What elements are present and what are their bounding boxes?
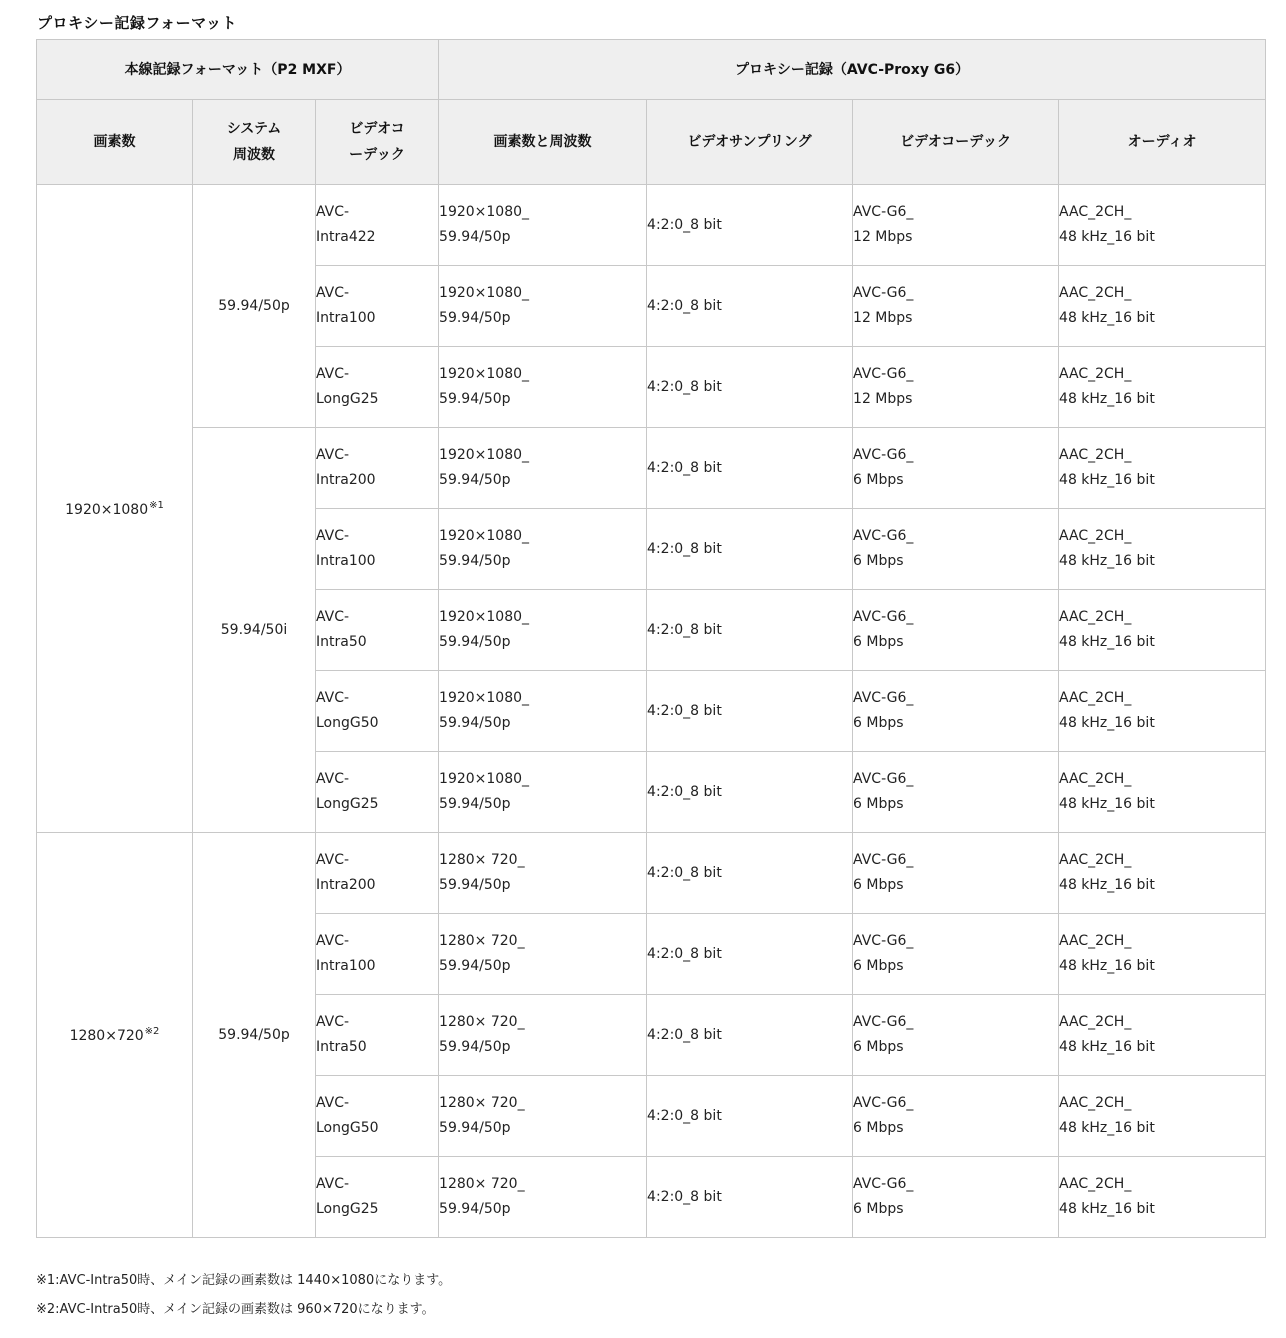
footnote-mark: ※2 [144,1026,160,1037]
video-codec-line2: LongG50 [316,1120,379,1136]
header-system-line2: 周波数 [233,147,275,163]
video-codec-line1: AVC- [316,447,350,463]
audio-line2: 48 kHz_16 bit [1059,958,1155,974]
pixels-frequency-line2: 59.94/50p [439,391,511,407]
pixel-count-value: 1280×720 [69,1028,144,1044]
audio-line1: AAC_2CH_ [1059,690,1132,706]
video-codec-line2: LongG25 [316,1201,379,1217]
video-sampling-cell: 4:2:0_8 bit [647,914,853,995]
header-video-sampling: ビデオサンプリング [647,100,853,185]
video-sampling-cell: 4:2:0_8 bit [647,1076,853,1157]
audio-line1: AAC_2CH_ [1059,204,1132,220]
proxy-codec-line1: AVC-G6_ [853,204,914,220]
video-codec-line1: AVC- [316,933,350,949]
video-codec-cell [316,590,439,671]
audio-cell [1059,995,1266,1076]
system-frequency-cell: 59.94/50p [193,833,316,1238]
header-codec-line2: ーデック [349,147,405,163]
pixels-frequency-line2: 59.94/50p [439,229,511,245]
pixels-frequency-line1: 1920×1080_ [439,528,530,544]
audio-cell [1059,1076,1266,1157]
video-sampling-cell: 4:2:0_8 bit [647,266,853,347]
video-codec-line2: Intra200 [316,472,376,488]
proxy-codec-cell [853,752,1059,833]
proxy-codec-cell [853,347,1059,428]
video-sampling-cell: 4:2:0_8 bit [647,833,853,914]
video-codec-line2: LongG25 [316,796,379,812]
header-group-row [37,40,1266,100]
header-system-line1: システム [226,121,282,137]
video-sampling-cell: 4:2:0_8 bit [647,509,853,590]
video-codec-cell [316,185,439,266]
audio-cell [1059,914,1266,995]
pixels-frequency-line1: 1920×1080_ [439,447,530,463]
video-sampling-cell: 4:2:0_8 bit [647,185,853,266]
audio-cell [1059,266,1266,347]
proxy-codec-line2: 12 Mbps [853,229,913,245]
pixels-frequency-cell [439,914,647,995]
audio-line1: AAC_2CH_ [1059,285,1132,301]
proxy-codec-line1: AVC-G6_ [853,1014,914,1030]
pixels-frequency-cell [439,590,647,671]
pixels-frequency-line2: 59.94/50p [439,553,511,569]
video-codec-cell [316,671,439,752]
proxy-codec-cell [853,185,1059,266]
proxy-codec-line1: AVC-G6_ [853,366,914,382]
pixels-frequency-line2: 59.94/50p [439,1039,511,1055]
video-sampling-cell: 4:2:0_8 bit [647,428,853,509]
proxy-codec-line1: AVC-G6_ [853,609,914,625]
video-codec-line1: AVC- [316,1176,350,1192]
video-sampling-cell: 4:2:0_8 bit [647,590,853,671]
proxy-codec-cell [853,1076,1059,1157]
proxy-codec-cell [853,995,1059,1076]
video-codec-line2: Intra100 [316,958,376,974]
audio-cell [1059,671,1266,752]
video-codec-cell [316,833,439,914]
video-sampling-cell: 4:2:0_8 bit [647,1157,853,1238]
audio-line1: AAC_2CH_ [1059,447,1132,463]
header-codec-line1: ビデオコ [349,121,405,137]
audio-line2: 48 kHz_16 bit [1059,715,1155,731]
video-sampling-cell: 4:2:0_8 bit [647,671,853,752]
proxy-codec-line2: 12 Mbps [853,310,913,326]
audio-cell [1059,509,1266,590]
proxy-codec-cell [853,266,1059,347]
audio-line1: AAC_2CH_ [1059,528,1132,544]
proxy-codec-line1: AVC-G6_ [853,771,914,787]
video-codec-line2: Intra422 [316,229,376,245]
video-codec-line2: Intra50 [316,634,367,650]
proxy-codec-line2: 6 Mbps [853,1120,904,1136]
pixels-frequency-line2: 59.94/50p [439,472,511,488]
proxy-codec-line1: AVC-G6_ [853,1095,914,1111]
audio-line2: 48 kHz_16 bit [1059,1120,1155,1136]
proxy-codec-line1: AVC-G6_ [853,528,914,544]
video-codec-cell [316,1157,439,1238]
video-codec-cell [316,509,439,590]
proxy-codec-line1: AVC-G6_ [853,852,914,868]
pixels-frequency-line2: 59.94/50p [439,634,511,650]
pixels-frequency-line1: 1920×1080_ [439,609,530,625]
proxy-codec-line1: AVC-G6_ [853,933,914,949]
pixels-frequency-cell [439,428,647,509]
pixels-frequency-line2: 59.94/50p [439,1201,511,1217]
table-row [37,428,1266,509]
footnote-mark: ※1 [149,499,164,511]
audio-line2: 48 kHz_16 bit [1059,1201,1155,1217]
pixels-frequency-line2: 59.94/50p [439,1120,511,1136]
video-codec-line1: AVC- [316,285,350,301]
proxy-codec-line2: 6 Mbps [853,472,904,488]
pixels-frequency-line2: 59.94/50p [439,958,511,974]
pixels-frequency-cell [439,185,647,266]
proxy-codec-cell [853,590,1059,671]
pixels-frequency-line1: 1920×1080_ [439,690,530,706]
audio-line1: AAC_2CH_ [1059,933,1132,949]
audio-line1: AAC_2CH_ [1059,609,1132,625]
video-codec-cell [316,914,439,995]
audio-cell [1059,833,1266,914]
audio-line1: AAC_2CH_ [1059,1095,1132,1111]
proxy-codec-cell [853,914,1059,995]
page-title: プロキシー記録フォーマット [37,14,238,32]
proxy-codec-cell [853,671,1059,752]
pixels-frequency-line2: 59.94/50p [439,715,511,731]
video-sampling-cell: 4:2:0_8 bit [647,752,853,833]
video-codec-cell [316,1076,439,1157]
table-row [37,833,1266,914]
header-proxy-format: プロキシー記録（AVC-Proxy G6） [439,40,1266,100]
audio-cell [1059,752,1266,833]
video-codec-cell [316,995,439,1076]
header-column-row [37,100,1266,185]
audio-line2: 48 kHz_16 bit [1059,1039,1155,1055]
proxy-codec-line2: 6 Mbps [853,958,904,974]
pixels-frequency-cell [439,1076,647,1157]
audio-line1: AAC_2CH_ [1059,852,1132,868]
audio-line1: AAC_2CH_ [1059,1176,1132,1192]
table-row [37,185,1266,266]
pixels-frequency-line1: 1920×1080_ [439,285,530,301]
video-codec-line2: LongG25 [316,391,379,407]
system-frequency-cell: 59.94/50i [193,428,316,833]
audio-cell [1059,428,1266,509]
video-codec-line1: AVC- [316,528,350,544]
pixels-frequency-line1: 1920×1080_ [439,771,530,787]
footnote-1: ※1:AVC-Intra50時、メイン記録の画素数は 1440×1080になります。 [36,1273,452,1288]
pixel-count-cell [37,185,193,833]
footnote-2: ※2:AVC-Intra50時、メイン記録の画素数は 960×720になります。 [36,1302,435,1317]
pixels-frequency-line1: 1280× 720_ [439,852,525,868]
audio-line2: 48 kHz_16 bit [1059,796,1155,812]
proxy-codec-line2: 6 Mbps [853,1039,904,1055]
header-pixels-frequency: 画素数と周波数 [439,100,647,185]
proxy-codec-cell [853,1157,1059,1238]
audio-cell [1059,185,1266,266]
video-codec-cell [316,428,439,509]
pixels-frequency-line1: 1280× 720_ [439,933,525,949]
video-sampling-cell: 4:2:0_8 bit [647,347,853,428]
video-codec-cell [316,752,439,833]
pixels-frequency-cell [439,266,647,347]
pixels-frequency-line2: 59.94/50p [439,310,511,326]
pixel-count-cell [37,833,193,1238]
proxy-codec-line2: 6 Mbps [853,634,904,650]
proxy-codec-line2: 6 Mbps [853,796,904,812]
pixels-frequency-cell [439,671,647,752]
audio-line1: AAC_2CH_ [1059,1014,1132,1030]
audio-cell [1059,347,1266,428]
audio-line2: 48 kHz_16 bit [1059,391,1155,407]
audio-line2: 48 kHz_16 bit [1059,553,1155,569]
pixels-frequency-line1: 1920×1080_ [439,366,530,382]
video-codec-cell [316,266,439,347]
video-sampling-cell: 4:2:0_8 bit [647,995,853,1076]
pixels-frequency-cell [439,1157,647,1238]
pixels-frequency-cell [439,509,647,590]
proxy-format-table [36,39,1266,1238]
audio-line2: 48 kHz_16 bit [1059,229,1155,245]
audio-line1: AAC_2CH_ [1059,366,1132,382]
header-audio: オーディオ [1059,100,1266,185]
proxy-codec-line2: 6 Mbps [853,715,904,731]
audio-cell [1059,1157,1266,1238]
video-codec-line1: AVC- [316,1014,350,1030]
audio-line2: 48 kHz_16 bit [1059,310,1155,326]
system-frequency-cell: 59.94/50p [193,185,316,428]
pixels-frequency-cell [439,752,647,833]
header-system-frequency [193,100,316,185]
proxy-codec-line2: 12 Mbps [853,391,913,407]
video-codec-line1: AVC- [316,1095,350,1111]
video-codec-line2: Intra100 [316,310,376,326]
video-codec-line2: Intra100 [316,553,376,569]
proxy-codec-cell [853,833,1059,914]
video-codec-line1: AVC- [316,366,350,382]
video-codec-line1: AVC- [316,852,350,868]
proxy-codec-line2: 6 Mbps [853,1201,904,1217]
proxy-codec-cell [853,509,1059,590]
pixels-frequency-cell [439,995,647,1076]
proxy-codec-line2: 6 Mbps [853,553,904,569]
proxy-codec-line2: 6 Mbps [853,877,904,893]
video-codec-line1: AVC- [316,771,350,787]
video-codec-line1: AVC- [316,609,350,625]
pixels-frequency-cell [439,347,647,428]
table-body [37,185,1266,1238]
audio-line2: 48 kHz_16 bit [1059,877,1155,893]
video-codec-line2: LongG50 [316,715,379,731]
proxy-codec-line1: AVC-G6_ [853,1176,914,1192]
audio-line1: AAC_2CH_ [1059,771,1132,787]
header-pixels: 画素数 [37,100,193,185]
video-codec-line1: AVC- [316,204,350,220]
audio-cell [1059,590,1266,671]
pixels-frequency-line2: 59.94/50p [439,796,511,812]
header-proxy-codec: ビデオコーデック [853,100,1059,185]
pixels-frequency-line1: 1280× 720_ [439,1095,525,1111]
video-codec-line1: AVC- [316,690,350,706]
proxy-codec-line1: AVC-G6_ [853,690,914,706]
pixels-frequency-line1: 1280× 720_ [439,1176,525,1192]
pixel-count-value: 1920×1080 [65,501,149,518]
audio-line2: 48 kHz_16 bit [1059,634,1155,650]
proxy-codec-line1: AVC-G6_ [853,285,914,301]
pixels-frequency-line1: 1920×1080_ [439,204,530,220]
pixels-frequency-line2: 59.94/50p [439,877,511,893]
audio-line2: 48 kHz_16 bit [1059,472,1155,488]
proxy-codec-line1: AVC-G6_ [853,447,914,463]
pixels-frequency-cell [439,833,647,914]
proxy-codec-cell [853,428,1059,509]
pixels-frequency-line1: 1280× 720_ [439,1014,525,1030]
video-codec-line2: Intra200 [316,877,376,893]
video-codec-line2: Intra50 [316,1039,367,1055]
video-codec-cell [316,347,439,428]
header-main-format: 本線記録フォーマット（P2 MXF） [37,40,439,100]
header-video-codec [316,100,439,185]
